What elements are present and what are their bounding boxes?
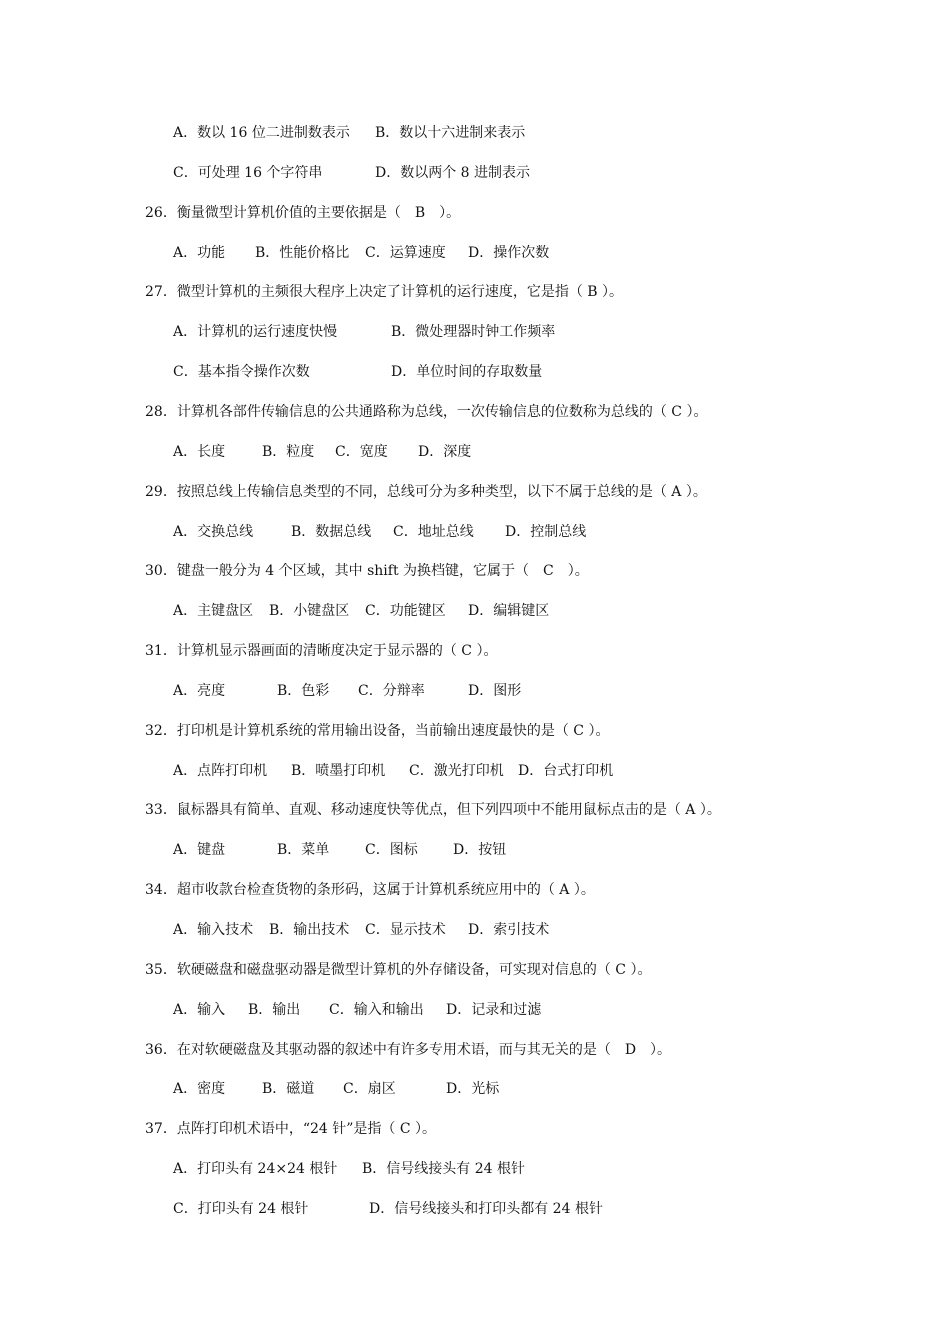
answer-option: C．功能键区 [365, 603, 446, 619]
answer-option: A．长度 [173, 444, 226, 460]
answer-option: D．信号线接头和打印头都有 24 根针 [369, 1201, 603, 1217]
question-text: 衡量微型计算机价值的主要依据是（ B ）。 [176, 205, 461, 221]
answer-option: D．按钮 [453, 842, 507, 858]
answer-option: A．密度 [173, 1081, 226, 1097]
answer-option: B．菜单 [277, 842, 330, 858]
question-line [145, 400, 707, 424]
question-number: 26． [145, 205, 177, 221]
question-text: 键盘一般分为 4 个区域，其中 shift 为换档键，它属于（ C ）。 [176, 563, 589, 579]
answer-option: D．编辑键区 [468, 603, 550, 619]
question-number: 36． [145, 1042, 177, 1058]
answer-option: B．微处理器时钟工作频率 [391, 324, 556, 340]
answer-option: C．可处理 16 个字符串 [173, 165, 323, 181]
answer-option: B．输出技术 [269, 922, 350, 938]
question-number: 34． [145, 882, 177, 898]
answer-option: D．记录和过滤 [446, 1002, 542, 1018]
answer-option: A．点阵打印机 [173, 763, 268, 779]
answer-option: C．地址总线 [393, 524, 474, 540]
answer-option: A．交换总线 [173, 524, 254, 540]
question-text: 超市收款台检查货物的条形码，这属于计算机系统应用中的（ A ）。 [176, 882, 595, 898]
question-text: 按照总线上传输信息类型的不同，总线可分为多种类型，以下不属于总线的是（ A ）。 [176, 484, 707, 500]
question-number: 37． [145, 1121, 177, 1137]
answer-option: A．输入 [173, 1002, 226, 1018]
question-line [145, 958, 651, 982]
question-text: 打印机是计算机系统的常用输出设备，当前输出速度最快的是（ C ）。 [176, 723, 610, 739]
question-number: 32． [145, 723, 177, 739]
answer-option: B．性能价格比 [255, 245, 350, 261]
answer-option: B．数据总线 [291, 524, 372, 540]
answer-option: B．数以十六进制来表示 [375, 125, 526, 141]
answer-option: D．深度 [418, 444, 472, 460]
question-line [145, 201, 460, 225]
answer-option: B．输出 [248, 1002, 301, 1018]
question-line [145, 280, 623, 304]
question-number: 35． [145, 962, 177, 978]
answer-option: C．显示技术 [365, 922, 446, 938]
question-number: 27． [145, 284, 177, 300]
answer-option: A．数以 16 位二进制数表示 [173, 125, 350, 141]
answer-option: A．主键盘区 [173, 603, 254, 619]
answer-option: B．喷墨打印机 [291, 763, 386, 779]
answer-option: B．粒度 [262, 444, 315, 460]
answer-option: D．台式打印机 [518, 763, 614, 779]
answer-option: A．键盘 [173, 842, 226, 858]
question-number: 33． [145, 802, 177, 818]
answer-option: C．激光打印机 [409, 763, 504, 779]
answer-option: A．输入技术 [173, 922, 254, 938]
question-line [145, 798, 721, 822]
question-text: 计算机显示器画面的清晰度决定于显示器的（ C ）。 [176, 643, 498, 659]
question-line [145, 639, 497, 663]
answer-option: C．基本指令操作次数 [173, 364, 310, 380]
question-number: 28． [145, 404, 177, 420]
answer-option: A．亮度 [173, 683, 226, 699]
answer-option: C．分辩率 [358, 683, 425, 699]
answer-option: B．小键盘区 [269, 603, 350, 619]
answer-option: D．控制总线 [505, 524, 587, 540]
question-text: 计算机各部件传输信息的公共通路称为总线，一次传输信息的位数称为总线的（ C ）。 [176, 404, 708, 420]
answer-option: C．打印头有 24 根针 [173, 1201, 309, 1217]
answer-option: A．打印头有 24×24 根针 [173, 1161, 338, 1177]
answer-option: C．扇区 [343, 1081, 396, 1097]
question-number: 31． [145, 643, 177, 659]
answer-option: D．索引技术 [468, 922, 550, 938]
question-line [145, 559, 589, 583]
answer-option: D．图形 [468, 683, 522, 699]
question-text: 微型计算机的主频很大程序上决定了计算机的运行速度，它是指（ B ）。 [176, 284, 624, 300]
question-number: 30． [145, 563, 177, 579]
question-line [145, 719, 609, 743]
answer-option: C．运算速度 [365, 245, 446, 261]
answer-option: A．计算机的运行速度快慢 [173, 324, 338, 340]
answer-option: C．输入和输出 [329, 1002, 424, 1018]
answer-option: D．单位时间的存取数量 [391, 364, 543, 380]
question-text: 点阵打印机术语中，“24 针”是指（ C ）。 [176, 1121, 437, 1137]
answer-option: D．操作次数 [468, 245, 550, 261]
answer-option: C．宽度 [335, 444, 388, 460]
question-text: 在对软硬磁盘及其驱动器的叙述中有许多专用术语，而与其无关的是（ D ）。 [176, 1042, 672, 1058]
question-line [145, 878, 595, 902]
answer-option: B．色彩 [277, 683, 330, 699]
answer-option: B．信号线接头有 24 根针 [362, 1161, 526, 1177]
answer-option: D．数以两个 8 进制表示 [375, 165, 531, 181]
question-number: 29． [145, 484, 177, 500]
question-line [145, 1038, 671, 1062]
answer-option: C．图标 [365, 842, 418, 858]
question-text: 鼠标器具有简单、直观、移动速度快等优点，但下列四项中不能用鼠标点击的是（ A ）。 [176, 802, 721, 818]
answer-option: D．光标 [446, 1081, 500, 1097]
answer-option: B．磁道 [262, 1081, 315, 1097]
question-line [145, 480, 707, 504]
answer-option: A．功能 [173, 245, 226, 261]
question-line [145, 1117, 436, 1141]
question-text: 软硬磁盘和磁盘驱动器是微型计算机的外存储设备，可实现对信息的（ C ）。 [176, 962, 652, 978]
